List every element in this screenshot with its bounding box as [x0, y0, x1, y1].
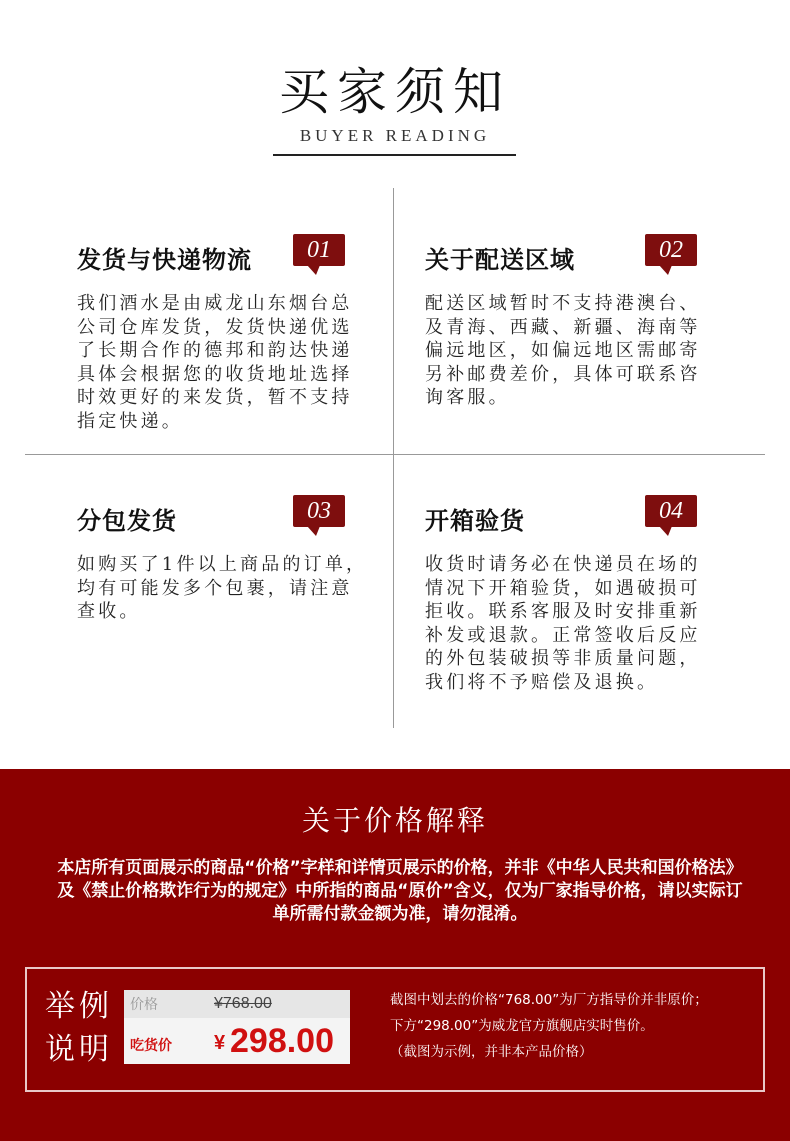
- section-body: 如购买了1件以上商品的订单，均有可能发多个包裹，请注意查收。: [77, 554, 368, 622]
- section-heading: 开箱验货: [425, 507, 525, 535]
- section-heading: 分包发货: [77, 507, 177, 535]
- sale-price: 298.00: [230, 1022, 334, 1060]
- price-example-box: [25, 967, 765, 1092]
- currency-symbol: ¥: [214, 1032, 226, 1054]
- sale-label: 吃货价: [130, 1038, 172, 1054]
- section-number-badge: 04: [645, 495, 697, 527]
- page-title: 买家须知: [279, 63, 511, 121]
- note-line: 下方“298.00”为威龙官方旗舰店实时售价。: [390, 1018, 654, 1034]
- section-heading: 关于配送区域: [425, 246, 575, 274]
- section-body: 配送区域暂时不支持港澳台、及青海、西藏、新疆、海南等偏远地区，如偏远地区需邮寄另补邮费差价，具体可联系咨询客服。: [425, 293, 701, 408]
- section-number-badge: 01: [293, 234, 345, 266]
- note-line: （截图为示例，并非本产品价格）: [390, 1044, 593, 1060]
- section-number-badge: 03: [293, 495, 345, 527]
- note-line: 截图中划去的价格“768.00”为厂方指导价并非原价；: [390, 992, 708, 1008]
- example-notes: [390, 987, 760, 1065]
- section-body: 收货时请务必在快递员在场的情况下开箱验货，如遇破损可拒收。联系客服及时安排重新补发或退款。正常签收后反应的外包装破损等非质量问题，我们将不予赔偿及退换。: [425, 554, 701, 693]
- grid-horizontal-divider: [25, 454, 765, 455]
- example-label: 举例说明: [45, 989, 113, 1067]
- price-label: 价格: [130, 997, 158, 1013]
- grid-vertical-divider: [393, 188, 394, 728]
- page-subtitle: BUYER READING: [299, 126, 491, 145]
- original-price-strikethrough: ¥768.00: [214, 995, 272, 1012]
- section-heading: 发货与快递物流: [77, 246, 252, 274]
- title-divider: [273, 154, 516, 156]
- price-screenshot-sample: [124, 990, 350, 1064]
- section-body: 我们酒水是由威龙山东烟台总公司仓库发货，发货快递优选了长期合作的德邦和韵达快递具体会根据您的收货地址选择时效更好的来发货，暂不支持指定快递。: [77, 293, 353, 432]
- price-section-title: 关于价格解释: [301, 804, 488, 837]
- page-header: [0, 0, 790, 170]
- section-number-badge: 02: [645, 234, 697, 266]
- price-section-text: 本店所有页面展示的商品“价格”字样和详情页展示的价格，并非《中华人民共和国价格法》及《禁止价格欺诈行为的规定》中所指的商品“原价”含义，仅为厂家指导价格，请以实际订单所需付款金额为准，请勿混淆。: [57, 858, 743, 924]
